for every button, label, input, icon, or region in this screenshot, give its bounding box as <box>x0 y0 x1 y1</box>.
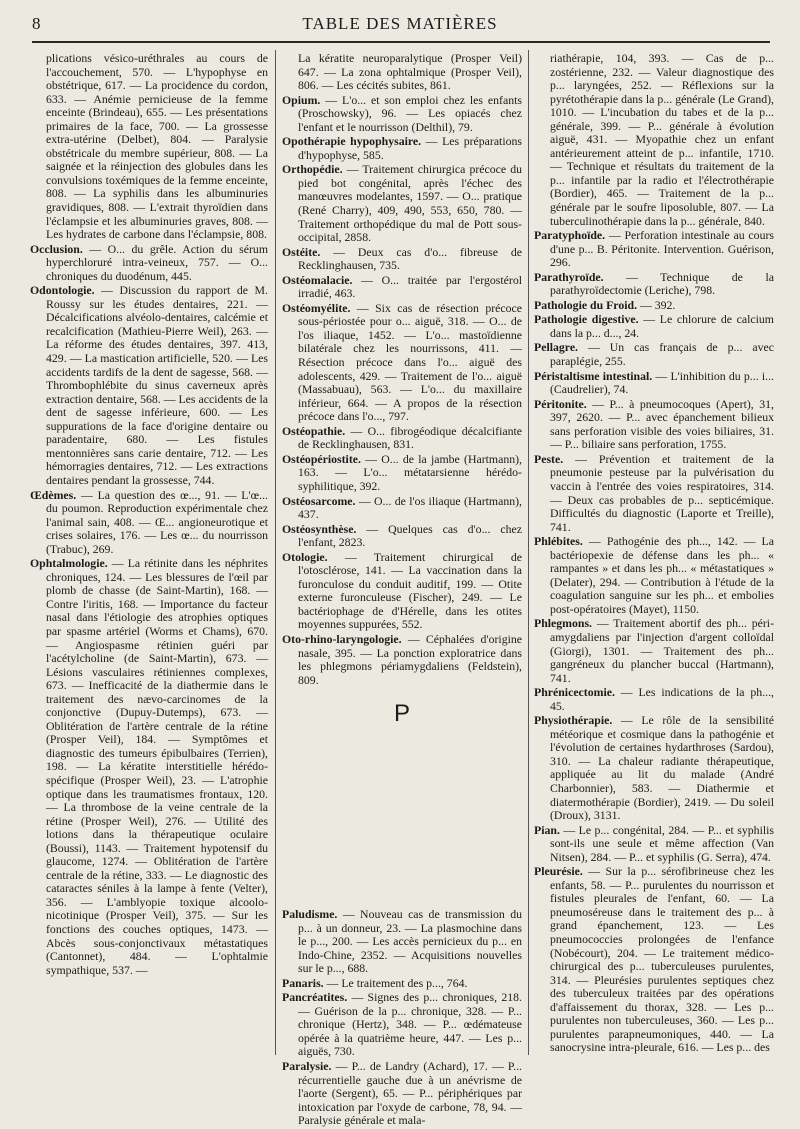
entry-text: — Le p... congénital, 284. — P... et syphilis sont-ils une seule et même affection (Van Nitsen), 284. — P... et syphilis (G. Serra), 474. <box>550 822 774 864</box>
entry-text: riathérapie, 104, 393. — Cas de p... zostérienne, 232. — Valeur diagnostique des p... laryngées, 252. — Réflexions sur la pyrétothérapie dans la p... générale (Le Grand), 1010. — L'incubation du tabes et de la p... générale, 399. — P... générale à évolution aiguë, 431. — Myopathie chez un enfant antérieurement atteint de p... infantile, 1710. — Technique et résultats du traitement de la p... infantile par la radio et l'électrothérapie (Bordier), 465. — Traitement de la p... générale par le soufre liposoluble, 807. — La tuberculinothérapie dans la p... générale, 840. <box>550 51 774 228</box>
entry-headword: Pellagre. <box>534 340 579 355</box>
entry-text: — Le traitement des p..., 764. <box>323 975 468 990</box>
entry-headword: Ostéomyélite. <box>282 300 351 315</box>
section-letter: P <box>393 700 410 727</box>
entry-headword: Phlegmons. <box>534 616 593 631</box>
index-entry <box>534 299 774 313</box>
entry-text: — Prévention et traitement de la pneumonie pesteuse par la pulvérisation du vaccin à l'entrée des voies respiratoires, 314. — Deux cas probables de p... septicémique. Difficultés du diagnostic (Laporte et Treille), 741. <box>550 451 774 534</box>
index-column-2-section-p <box>282 908 522 1129</box>
entry-text: — Les préparations d'hypophyse, 585. <box>298 134 522 162</box>
index-entry <box>534 229 774 270</box>
entry-headword: Ostéosarcome. <box>282 493 356 508</box>
entry-text: plications vésico-uréthrales au cours de l'accouchement, 570. — L'hypophyse en obstétrique, 617. — La procidence du cordon, 633. — Anémie pernicieuse de la femme enceinte (Brindeau), 655. — Les présentations primaires de la face, 700. — La grossesse extra-utérine (Delbet), 804. — Paralysie obstétricale du membre supérieur, 808. — La saignée et la réinjection des globules dans les convulsions toxémiques de la femme enceinte, 808. — La syphilis dans les albuminuries gravidiques, 808. — L'extrait thyroïdien dans l'éclampsie et les albuminuries graves, 808. — Les hydrates de carbone dans l'éclampsie, 808. <box>46 51 268 242</box>
entry-headword: Péristaltisme intestinal. <box>534 368 653 383</box>
index-entry <box>30 284 268 487</box>
entry-text: — Le chlorure de calcium dans la p... d..., 24. <box>550 312 774 340</box>
entry-text: — P... à pneumocoques (Apert), 31, 397, 2620. — P... avec épanchement bilieux sans perforation visible des voies biliaires, 31. — P... biliaire sans perforation, 1755. <box>550 396 774 452</box>
index-entry <box>534 52 774 228</box>
entry-text: — Traitement chirurgica précoce du pied bot congénital, après l'échec des manœuvres modelantes, 1597. — O... pratique (René Charry), 409, 490, 553, 650, 780. — Traitement orthopédique du mal de Pott sous-occipital, 2858. <box>298 162 522 245</box>
entry-headword: Ostéite. <box>282 244 321 259</box>
entry-text: — 392. <box>637 297 676 312</box>
index-entry <box>282 523 522 550</box>
index-entry <box>282 246 522 273</box>
entry-headword: Pathologie du Froid. <box>534 297 638 312</box>
index-column-3 <box>534 52 774 1056</box>
index-entry <box>282 274 522 301</box>
entry-headword: Occlusion. <box>30 241 83 256</box>
index-entry <box>282 908 522 976</box>
entry-text: — O... du grêle. Action du sérum hyperchloruré intra-veineux, 757. — O... chroniques du duodénum, 445. <box>46 241 268 283</box>
entry-text: — Quelques cas d'o... chez l'enfant, 2823. <box>298 521 522 550</box>
entry-text: — Le rôle de la sensibilité météorique et cosmique dans la pathogénie et l'évolution de certaines hydarthroses (Sardou), 310. — La chaleur radiante thérapeutique, appliquée au lit du malade (André Charbonnier), 583. — Diathermie et diatermothérapie (Bordier), 2419. — Du soleil (Droux), 3131. <box>550 713 774 823</box>
entry-text: — Sur la p... sérofibrineuse chez les enfants, 58. — P... purulentes du nourrisson et fistules pleurales de l'enfant, 60. — La pneumoséreuse dans le traitement des p... à grand épanchement, 123. — Les pneumococcies prolongées de l'enfance (Nobécourt), 204. — Le traitement médico-chirurgical des p... tuberculeuses purulentes, 314. — Pleurésies purulentes septiques chez des tuberculeux traitées par des opérations d'affaissement du thorax, 328. — Les p... purulentes non tuberculeuses, 360. — Les p... purulentes parapneumoniques, 440. — La sanocrysine intra-pleurale, 616. — Les p... des <box>550 864 774 1055</box>
entry-headword: Otologie. <box>282 549 328 564</box>
entry-headword: Parathyroïde. <box>534 269 604 284</box>
header-rule <box>32 41 770 43</box>
index-entry <box>534 313 774 340</box>
entry-text: — L'inhibition du p... i... (Caudrelier), 74. <box>550 368 774 397</box>
entry-headword: Phlébites. <box>534 534 583 549</box>
index-entry <box>282 302 522 424</box>
entry-text: — La rétinite dans les néphrites chroniques, 124. — Les blessures de l'œil par plomb de chasse (de Saint-Martin), 168. — Contre l'iritis, 168. — Importance du facteur nasal dans l'étiologie des atrophies optiques par spasme artériel (Worms et Chams), 670. — Angiospasme rétinien guéri par l'acétylcholine (de Saint-Martin), 673. — Lésions vasculaires rétiniennes complexes, 673. — Inefficacité de la diathermie dans le traitement des nævo-carcinomes de la conjonctive (Dupuy-Dutemps), 673. — Oblitération de l'artère centrale de la rétine (Prosper Veil), 184. — Symptômes et diagnostic des tumeurs épibulbaires (Terrien), 198. — La kératite interstitielle hérédo-spécifique (Prosper Weil), 23. — L'atrophie optique dans les traumatismes frontaux, 120. — La thrombose de la veine centrale de la rétine (Prosper Weil), 276. — Utilité des lotions dans la thérapeutique oculaire (Boussi), 1143. — Traitement hypotensif du glaucome, 1274. — Oblitération de l'artère centrale de la rétine, 333. — Le diagnostic des cataractes séniles à la lampe à fente (Velter), 356. — L'amblyopie toxique alcoolo-nicotinique (Prosper Veil), 375. — Sur les fonctions des couches optiques, 1473. — Abcès sous-conjonctivaux métastatiques (Cantonnet), 484. — L'ophtalmie sympathique, 537. — <box>46 556 268 977</box>
entry-text: — Céphalées d'origine nasale, 395. — La ponction exploratrice dans les phlegmons périamygdaliens (Feldstein), 809. <box>298 631 522 687</box>
entry-text: — O... de la jambe (Hartmann), 163. — L'o... métatarsienne hérédo-syphilitique, 392. <box>298 451 522 493</box>
index-entry <box>534 271 774 298</box>
page-number: 8 <box>32 14 41 33</box>
index-entry <box>282 977 522 991</box>
index-entry <box>282 551 522 632</box>
entry-headword: Œdèmes. <box>30 487 77 502</box>
column-divider <box>275 50 276 1055</box>
entry-headword: Physiothérapie. <box>534 713 613 728</box>
index-entry <box>534 824 774 865</box>
entry-text: — Les indications de la ph..., 45. <box>550 685 774 713</box>
entry-headword: Ophtalmologie. <box>30 556 108 571</box>
index-entry <box>534 341 774 368</box>
index-entry <box>534 865 774 1055</box>
index-entry <box>282 1060 522 1128</box>
entry-headword: Ostéomalacie. <box>282 272 353 287</box>
entry-headword: Paludisme. <box>282 907 338 921</box>
entry-headword: Peste. <box>534 451 564 466</box>
entry-headword: Paratyphoïde. <box>534 228 606 243</box>
entry-headword: Ostéopériostite. <box>282 451 361 466</box>
index-entry <box>282 633 522 687</box>
entry-text: — Six cas de résection précoce sous-périostée pour o... aiguë, 318. — O... de l'os iliaque, 1452. — L'o... mastoïdienne bilatérale chez les nourrissons, 411. — Résection précoce dans l'o... aiguë des adolescents, 429. — Traitement de l'o... aiguë (Massabuau), 563. — L'o... du maxillaire inférieur, 664. — A propos de la résection précoce dans l'o..., 797. <box>298 300 522 424</box>
index-entry <box>534 686 774 713</box>
entry-text: — La question des œ..., 91. — L'œ... du poumon. Reproduction expérimentale chez l'animal sain, 408. — Œ... angioneurotique et crises solaires, 176. — Les œ... du nourrisson (Trabuc), 269. <box>46 487 268 556</box>
entry-text: — Nouveau cas de transmission du p... à un donneur, 23. — La plasmochine dans le p..., 200. — Les accès pernicieux du p... en Indo-Chine, 2352. — Acquisitions nouvelles sur le p..., 688. <box>298 907 522 976</box>
entry-headword: Ostéosynthèse. <box>282 521 357 536</box>
entry-headword: Pathologie digestive. <box>534 312 639 327</box>
entry-text: — O... fibrogéodique décalcifiante de Recklinghausen, 831. <box>298 423 522 452</box>
entry-headword: Opothérapie hypophysaire. <box>282 134 422 149</box>
entry-headword: Odontologie. <box>30 283 95 298</box>
index-entry <box>282 425 522 452</box>
index-entry <box>282 135 522 162</box>
index-column-1 <box>30 52 268 978</box>
entry-text: — Perforation intestinale au cours d'une p... B. Péritonite. Intervention. Guérison, 296. <box>550 228 774 270</box>
entry-text: — Discussion du rapport de M. Roussy sur les études dentaires, 221. — Décalcifications alvéolo-dentaires, calcémie et recalcification (Mathieu-Pierre Weil), 263. — La réforme des études dentaires, 397. 413, 429. — La mastication artificielle, 520. — Les accidents tardifs de la dent de sagesse, 568. — Thrombophlébite du sinus caverneux après extraction dentaire, 568. — Les accidents de la dent de sagesse inférieure, 600. — Les suppurations de la face d'origine dentaire ou paradentaire, 680. — Les fistules mentonnières sans carie dentaire, 712. — Les hémorragies dentaires, 712. — Les extractions dentaires pendant la grossesse, 744. <box>46 283 268 487</box>
entry-headword: Phrénicectomie. <box>534 685 615 700</box>
column-divider <box>528 50 529 1055</box>
entry-text: — Un cas français de p... avec paraplégie, 255. <box>550 340 774 369</box>
running-title: TABLE DES MATIÈRES <box>302 14 498 33</box>
entry-headword: Orthopédie. <box>282 162 343 177</box>
index-entry <box>282 163 522 244</box>
entry-headword: Opium. <box>282 92 321 107</box>
entry-headword: Pleurésie. <box>534 864 583 879</box>
index-entry <box>30 557 268 977</box>
entry-text: — Deux cas d'o... fibreuse de Recklinghausen, 735. <box>298 244 522 273</box>
index-entry <box>30 52 268 242</box>
index-entry <box>534 398 774 452</box>
entry-text: — L'o... et son emploi chez les enfants (Proschowsky), 96. — Les opiacés chez l'enfant et le nourrisson (Delthil), 79. <box>298 92 522 134</box>
entry-headword: Oto-rhino-laryngologie. <box>282 631 402 646</box>
entry-headword: Pian. <box>534 822 560 837</box>
entry-text: — O... de l'os iliaque (Hartmann), 437. <box>298 493 522 522</box>
entry-headword: Pancréatites. <box>282 990 348 1005</box>
index-entry <box>534 453 774 534</box>
entry-headword: Paralysie. <box>282 1059 332 1074</box>
entry-text: La kératite neuroparalytique (Prosper Veil) 647. — La zona ophtalmique (Prosper Veil), 806. — Les cécités subites, 861. <box>298 51 522 93</box>
index-entry <box>534 535 774 616</box>
index-column-2 <box>282 52 522 688</box>
index-entry <box>282 94 522 135</box>
entry-text: — P... de Landry (Achard), 17. — P... récurrentielle gauche due à un anévrisme de l'aorte (Sergent), 65. — P... périphériques par intoxication par l'oxyde de carbone, 78, 94. — Paralysie générale et mala- <box>298 1059 522 1128</box>
entry-text: — Traitement abortif des ph... péri-amygdaliens par l'injection d'argent colloïdal (Giorgi), 1301. — Traitement des ph... gangréneux du plancher buccal (Hartmann), 741. <box>550 616 774 685</box>
index-entry <box>282 453 522 494</box>
entry-headword: Panaris. <box>282 975 324 990</box>
index-entry <box>282 991 522 1059</box>
index-entry <box>282 52 522 93</box>
entry-text: — Pathogénie des ph..., 142. — La bactériopexie de défense dans les ph... « rampantes » et dans les ph... « métastatiques » (Delater), 294. — Contribution à l'étude de la coagulation sanguine sur les ph... et embolies post-opératoires (Mayet), 1150. <box>550 534 774 616</box>
entry-text: — Signes des p... chroniques, 218. — Guérison de la p... chronique, 328. — P... chronique (Hertz), 348. — P... œdémateuse opérée à la quatrième heure, 447. — Les p... aiguës, 730. <box>298 990 522 1059</box>
entry-headword: Ostéopathie. <box>282 423 346 438</box>
entry-text: — Traitement chirurgical de l'otosclérose, 141. — La vaccination dans la furonculose du conduit auditif, 199. — Otite externe furonculeuse (Fischer), 249. — Le bactériophage de d'Hérelle, dans les otites moyennes suppurées, 552. <box>298 549 522 632</box>
index-entry <box>30 489 268 557</box>
entry-text: — O... traitée par l'ergostérol irradié, 463. <box>298 272 522 301</box>
index-entry <box>30 243 268 284</box>
index-entry <box>534 714 774 822</box>
index-entry <box>534 370 774 397</box>
index-entry <box>282 495 522 522</box>
entry-headword: Péritonite. <box>534 396 587 411</box>
page-header <box>0 0 800 44</box>
entry-text: — Technique de la parathyroïdectomie (Leriche), 798. <box>550 269 774 298</box>
index-entry <box>534 617 774 685</box>
